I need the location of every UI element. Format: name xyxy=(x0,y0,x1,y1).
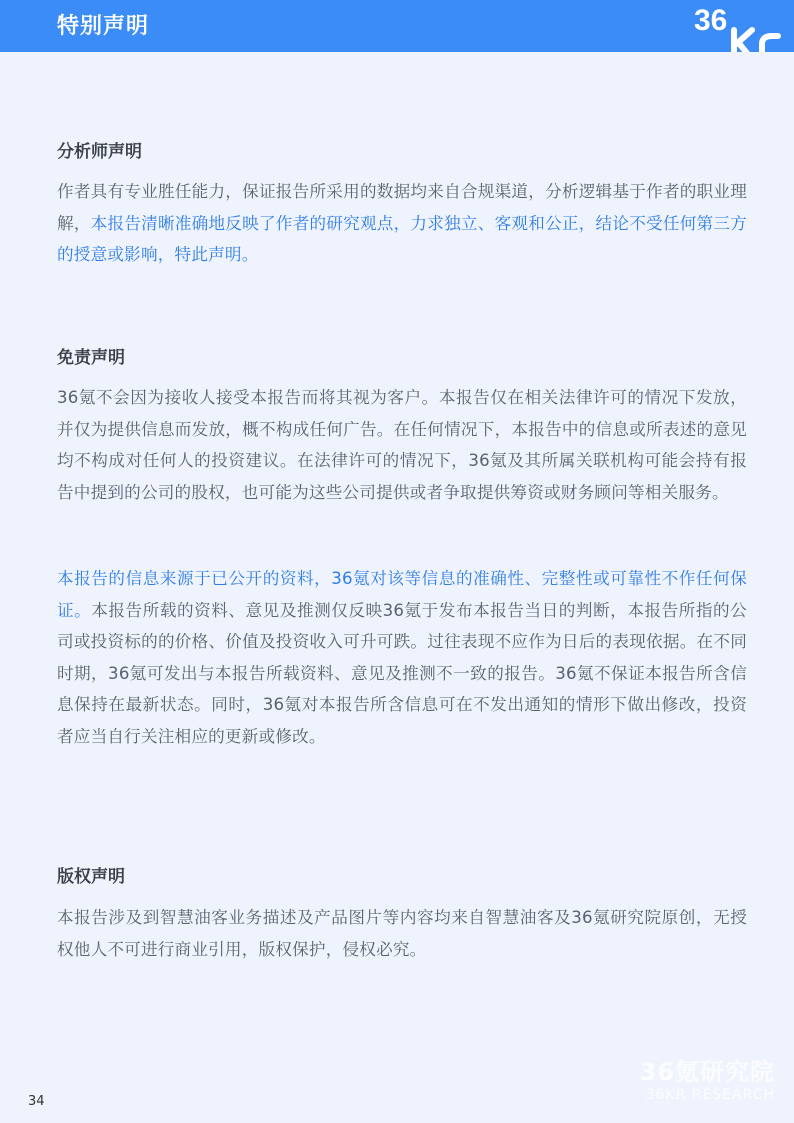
disclaimer-text: 本报告所载的资料、意见及推测仅反映36氪于发布本报告当日的判断，本报告所指的公司或投资标的的价格、价值及投资收入可升可跌。过往表现不应作为日后的表现依据。在不同时期，36氪可发出与本报告所载资料、意见及推测不一致的报告。36氪不保证本报告所含信息保持在最新状态。同时，36氪对本报告所含信息可在不发出通知的情形下做出修改，投资者应当自行关注相应的更新或修改。 xyxy=(57,600,747,746)
watermark xyxy=(640,1058,775,1104)
disclaimer-section-title: 免责声明 xyxy=(57,348,125,368)
disclaimer-paragraph-2 xyxy=(57,563,747,752)
logo-36-text: 36 xyxy=(694,4,728,37)
36kr-logo xyxy=(694,0,794,52)
watermark-en: 36KR RESEARCH xyxy=(645,1087,775,1103)
analyst-paragraph xyxy=(57,176,747,271)
watermark-cn: 36氪研究院 xyxy=(639,1058,775,1086)
analyst-highlight-text: 本报告清晰准确地反映了作者的研究观点，力求独立、客观和公正，结论不受任何第三方的授意或影响，特此声明。 xyxy=(57,213,747,264)
page-title: 特别声明 xyxy=(57,14,150,39)
analyst-text: 作者具有专业胜任能力，保证报告所采用的数据均来自合规渠道，分析逻辑基于作者的职业理解， xyxy=(57,182,747,233)
header-bar xyxy=(0,0,794,52)
analyst-section-title: 分析师声明 xyxy=(57,142,142,162)
disclaimer-paragraph-1: 36氪不会因为接收人接受本报告而将其视为客户。本报告仅在相关法律许可的情况下发放，并仅为提供信息而发放，概不构成任何广告。在任何情况下，本报告中的信息或所表述的意见均不构成对任何人的投资建议。在法律许可的情况下，36氪及其所属关联机构可能会持有报告中提到的公司的股权，也可能为这些公司提供或者争取提供筹资或财务顾问等相关服务。 xyxy=(57,388,747,502)
disclaimer-highlight-text: 本报告的信息来源于已公开的资料，36氪对该等信息的准确性、完整性或可靠性不作任何保证。 xyxy=(57,569,747,620)
page-number: 34 xyxy=(28,1094,45,1109)
copyright-paragraph: 本报告涉及到智慧油客业务描述及产品图片等内容均来自智慧油客及36氪研究院原创，无授权他人不可进行商业引用，版权保护，侵权必究。 xyxy=(57,908,747,959)
copyright-section-title: 版权声明 xyxy=(57,867,125,887)
